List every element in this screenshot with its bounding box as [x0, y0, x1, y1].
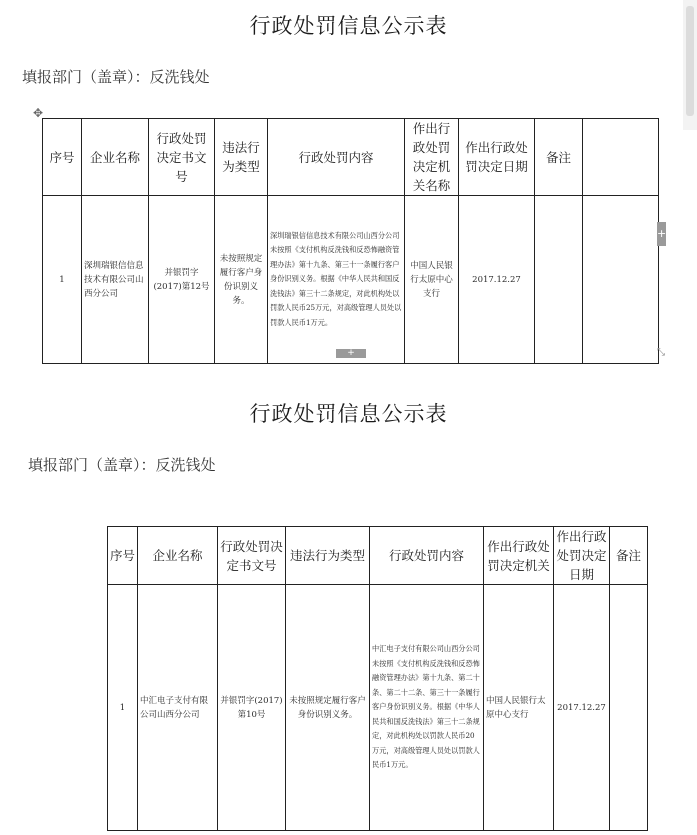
header-blank	[583, 119, 659, 196]
cell-doc-no: 并银罚字(2017)第10号	[218, 585, 286, 831]
upper-header-row	[43, 119, 659, 196]
header-company: 企业名称	[138, 527, 218, 585]
add-row-icon[interactable]: +	[336, 349, 366, 358]
add-column-icon[interactable]: +	[657, 222, 666, 246]
header-date: 作出行政处罚决定日期	[459, 119, 535, 196]
cell-content: 深圳瑞银信信息技术有限公司山西分公司未按照《支付机构反洗钱和反恐怖融资管理办法》第十九条、第三十一条履行客户身份识别义务。根据《中华人民共和国反洗钱法》第三十二条规定，对此机构处以罚款人民币25万元，对高级管理人员处以罚款人民币1万元。	[268, 196, 405, 364]
upper-page-title: 行政处罚信息公示表	[249, 14, 448, 38]
header-doc-no: 行政处罚决定书文号	[149, 119, 215, 196]
cell-blank	[583, 196, 659, 364]
cell-date: 2017.12.27	[554, 585, 610, 831]
cell-authority: 中国人民银行太原中心支行	[484, 585, 554, 831]
header-date: 作出行政处罚决定日期	[554, 527, 610, 585]
header-seq: 序号	[43, 119, 82, 196]
header-authority: 作出行政处罚决定机关名称	[405, 119, 459, 196]
lower-penalty-table	[107, 526, 648, 831]
cell-authority: 中国人民银行太原中心支行	[405, 196, 459, 364]
cell-seq: 1	[43, 196, 82, 364]
cell-seq: 1	[108, 585, 138, 831]
cell-remark	[535, 196, 583, 364]
upper-dept-label: 填报部门（盖章）：反洗钱处	[22, 68, 210, 86]
header-violation: 违法行为类型	[215, 119, 268, 196]
lower-table-row	[108, 585, 648, 831]
upper-penalty-table	[42, 118, 659, 364]
cell-violation: 未按照规定履行客户身份识别义务。	[215, 196, 268, 364]
upper-table-row	[43, 196, 659, 364]
header-remark: 备注	[535, 119, 583, 196]
lower-page-title: 行政处罚信息公示表	[249, 402, 448, 426]
header-remark: 备注	[610, 527, 648, 585]
resize-corner-icon[interactable]: ⤡	[657, 347, 665, 358]
lower-dept-label: 填报部门（盖章）：反洗钱处	[28, 456, 216, 474]
cell-company: 中汇电子支付有限公司山西分公司	[138, 585, 218, 831]
header-company: 企业名称	[82, 119, 149, 196]
lower-header-row	[108, 527, 648, 585]
cell-date: 2017.12.27	[459, 196, 535, 364]
header-authority: 作出行政处罚决定机关	[484, 527, 554, 585]
header-seq: 序号	[108, 527, 138, 585]
table-move-icon[interactable]: ✥	[33, 106, 44, 120]
header-violation: 违法行为类型	[286, 527, 370, 585]
header-doc-no: 行政处罚决定书文号	[218, 527, 286, 585]
cell-violation: 未按照规定履行客户身份识别义务。	[286, 585, 370, 831]
header-content: 行政处罚内容	[370, 527, 484, 585]
cell-remark	[610, 585, 648, 831]
cell-company: 深圳瑞银信信息技术有限公司山西分公司	[82, 196, 149, 364]
header-content: 行政处罚内容	[268, 119, 405, 196]
cell-content: 中汇电子支付有限公司山西分公司未按照《支付机构反洗钱和反恐怖融资管理办法》第十九条、第二十条、第二十二条、第三十一条履行客户身份识别义务。根据《中华人民共和国反洗钱法》第三十二条规定，对此机构处以罚款人民币20万元，对高级管理人员处以罚款人民币1万元。	[370, 585, 484, 831]
cell-doc-no: 并银罚字(2017)第12号	[149, 196, 215, 364]
